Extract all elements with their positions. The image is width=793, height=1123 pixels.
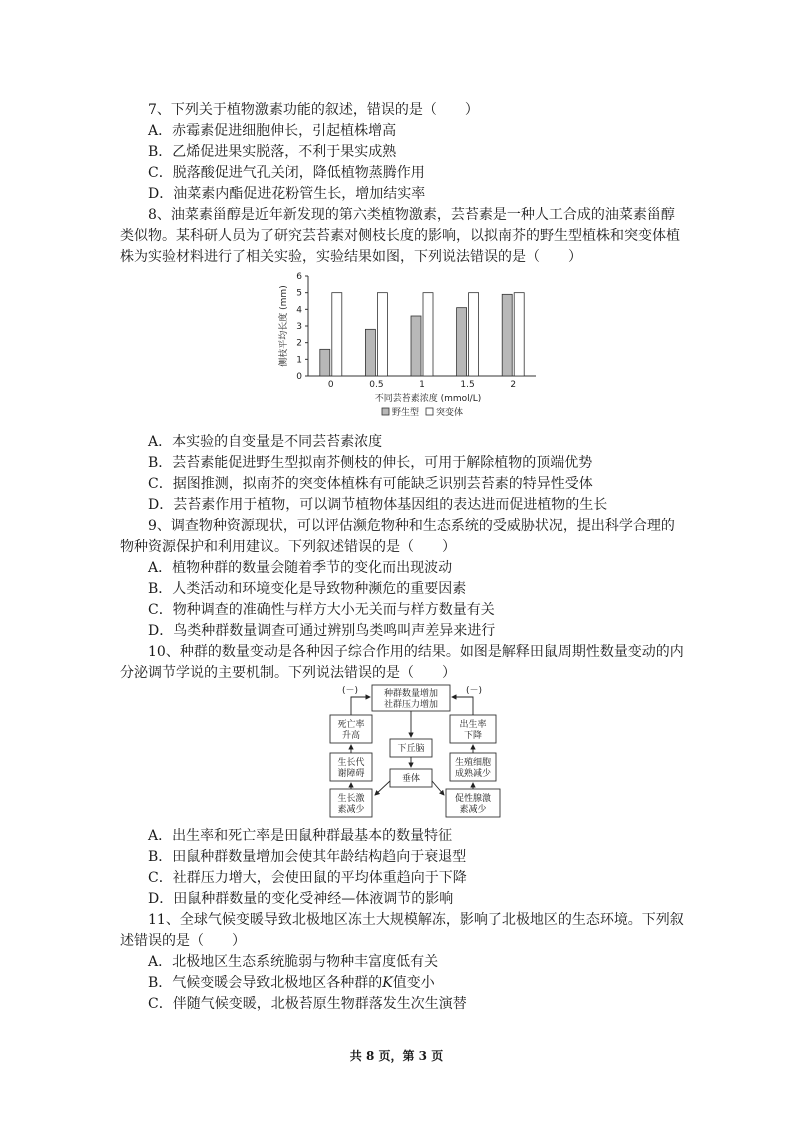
bar-mutant [469,293,479,376]
x-tick-label: 0 [327,380,334,390]
y-tick-label: 5 [296,288,302,299]
y-tick-label: 0 [296,372,302,382]
q8-bar-chart [278,268,548,426]
diagram-top-line1: 种群数量增加 [383,689,439,699]
q7-option-d: D．油菜素内酯促进花粉管生长，增加结实率 [148,186,426,202]
x-tick-label: 0.5 [369,380,384,390]
diagram-death-line1: 死亡率 [337,720,365,730]
q10-stem-line1: 10、种群的数量变动是各种因子综合作用的结果。如图是解释田鼠周期性数量变动的内 [148,644,684,660]
diagram-gonad-line2: 素减少 [459,805,487,815]
x-tick-label: 1 [419,380,425,390]
y-tick-label: 3 [296,322,302,332]
diagram-gonad-line1: 促性腺激 [454,794,492,804]
q8-stem-line1: 8、油菜素甾醇是近年新发现的第六类植物激素，芸苔素是一种人工合成的油菜素甾醇 [148,207,675,223]
y-axis-label: 侧枝平均长度 (mm) [279,285,289,367]
x-tick-label: 2 [510,380,517,390]
q7-option-a: A．赤霉素促进细胞伸长，引起植株增高 [148,123,397,139]
bar-mutant [332,293,342,376]
q11-option-b-tail: 值变小 [392,975,435,991]
diagram-gh-line1: 生长激 [337,794,365,804]
q11-option-b-text: B．气候变暖会导致北极地区各种群的 [148,975,383,991]
q11-option-c: C．伴随气候变暖，北极苔原生物群落发生次生演替 [148,996,467,1012]
diagram-right-sign: (－) [465,686,483,696]
q11-option-a: A．北极地区生态系统脆弱与物种丰富度低有关 [148,954,439,970]
q9-option-d: D．鸟类种群数量调查可通过辨别鸟类鸣叫声差异来进行 [148,623,496,639]
legend-swatch-0 [382,408,389,415]
diagram-top-line2: 社群压力增加 [383,700,439,710]
q10-option-c: C．社群压力增大，会使田鼠的平均体重趋向于下降 [148,870,467,886]
q7-option-b: B．乙烯促进果实脱落，不利于果实成熟 [148,144,397,160]
bar-mutant [377,293,387,376]
bar-wild [502,294,512,376]
q11-option-b-k: K [382,975,393,991]
diagram-left-sign: (－) [341,686,359,696]
diagram-gh-line2: 素减少 [337,805,365,815]
q9-stem-line1: 9、调查物种资源现状，可以评估濒危物种和生态系统的受威胁状况，提出科学合理的 [148,518,675,534]
bar-mutant [514,293,524,376]
q11-stem-line1: 11、全球气候变暖导致北极地区冻土大规模解冻，影响了北极地区的生态环境。下列叙 [148,912,684,928]
q9-option-b: B．人类活动和环境变化是导致物种濒危的重要因素 [148,581,467,597]
diagram-metab-line1: 生长代 [337,758,365,768]
bar-wild [320,349,330,376]
q9-option-a: A．植物种群的数量会随着季节的变化而出现波动 [148,560,453,576]
diagram-germ-line1: 生殖细胞 [454,758,492,768]
bar-wild [365,329,375,376]
x-tick-label: 1.5 [460,380,475,390]
q10-stem-line2: 分泌调节学说的主要机制。下列说法错误的是（ ） [120,665,456,681]
q10-option-b: B．田鼠种群数量增加会使其年龄结构趋向于衰退型 [148,849,467,865]
q8-stem-line3: 株为实验材料进行了相关实验，实验结果如图，下列说法错误的是（ ） [120,249,582,265]
diagram-hypothalamus: 下丘脑 [397,744,425,754]
y-tick-label: 4 [296,305,302,316]
diagram-birth-line2: 下降 [463,731,483,741]
legend-swatch-1 [426,408,433,415]
legend-label-0: 野生型 [392,408,420,418]
q10-flow-diagram [320,683,510,821]
diagram-pituitary: 垂体 [401,774,421,784]
q8-option-a: A．本实验的自变量是不同芸苔素浓度 [148,434,383,450]
q11-stem-line2: 述错误的是（ ） [120,933,246,949]
bar-wild [457,308,467,376]
diagram-metab-line2: 谢障碍 [337,769,365,779]
diagram-birth-line1: 出生率 [459,720,487,730]
q7-option-c: C．脱落酸促进气孔关闭，降低植物蒸腾作用 [148,165,425,181]
q8-option-c: C．据图推测，拟南芥的突变体植株有可能缺乏识别芸苔素的特异性受体 [148,476,593,492]
q11-option-b [148,973,435,993]
q9-option-c: C．物种调查的准确性与样方大小无关而与样方数量有关 [148,602,495,618]
q10-option-d: D．田鼠种群数量的变化受神经—体液调节的影响 [148,891,454,907]
bar-wild [411,316,421,376]
page-footer: 共 8 页，第 3 页 [349,1049,444,1063]
q9-stem-line2: 物种资源保护和利用建议。下列叙述错误的是（ ） [120,539,456,555]
legend-label-1: 突变体 [436,408,464,418]
y-tick-label: 2 [296,338,302,349]
q8-option-b: B．芸苔素能促进野生型拟南芥侧枝的伸长，可用于解除植物的顶端优势 [148,455,593,471]
q8-option-d: D．芸苔素作用于植物，可以调节植物体基因组的表达进而促进植物的生长 [148,497,608,513]
x-axis-label: 不同芸苔素浓度 (mmol/L) [374,394,482,404]
q8-stem-line2: 类似物。某科研人员为了研究芸苔素对侧枝长度的影响，以拟南芥的野生型植株和突变体植 [120,228,680,244]
q10-option-a: A．出生率和死亡率是田鼠种群最基本的数量特征 [148,828,453,844]
diagram-germ-line2: 成熟减少 [454,769,492,779]
q7-stem: 7、下列关于植物激素功能的叙述，错误的是（ ） [148,102,479,118]
bar-mutant [423,293,433,376]
y-tick-label: 6 [296,272,302,282]
y-tick-label: 1 [296,355,302,366]
diagram-death-line2: 升高 [341,731,361,741]
